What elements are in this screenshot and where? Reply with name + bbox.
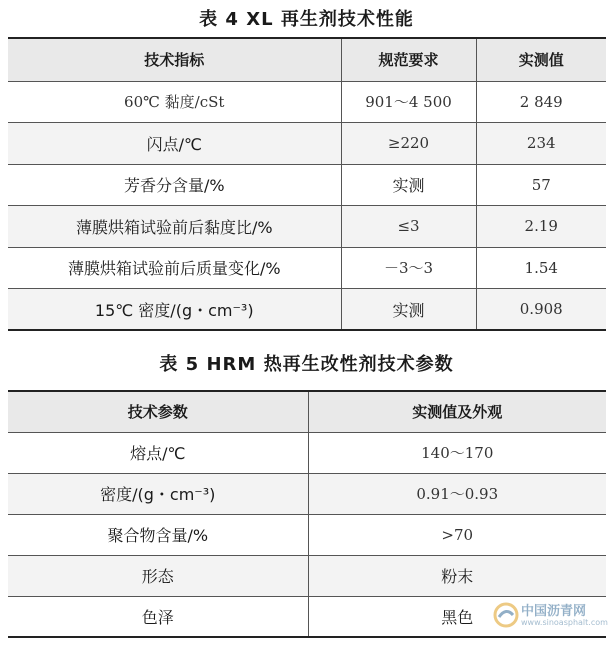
table-row [8,81,606,123]
table-row [8,164,606,206]
table-row [8,206,606,248]
table-cell: 1.54 [476,247,606,289]
table-4 [8,37,606,331]
table-row [8,432,606,473]
column-header: 实测值 [476,38,606,81]
table-cell: 57 [476,164,606,206]
table-cell: 熔点/℃ [8,432,308,473]
column-header: 规范要求 [341,38,476,81]
column-header: 技术指标 [8,38,341,81]
table-row [8,555,606,596]
table-cell: ≤3 [341,206,476,248]
table-cell: 色泽 [8,596,308,637]
table-cell: >70 [308,514,606,555]
table-cell: 芳香分含量/% [8,164,341,206]
table-cell: 实测 [341,289,476,331]
table-cell: 薄膜烘箱试验前后质量变化/% [8,247,341,289]
table-cell: ≥220 [341,123,476,165]
column-header: 技术参数 [8,391,308,432]
table-cell: 60℃ 黏度/cSt [8,81,341,123]
table-cell: 2.19 [476,206,606,248]
table-cell: 0.908 [476,289,606,331]
table-cell: 234 [476,123,606,165]
table-cell: 901～4 500 [341,81,476,123]
table-4-caption: 表 4 XL 再生剂技术性能 [199,9,414,30]
column-header: 实测值及外观 [308,391,606,432]
table-cell: 0.91～0.93 [308,473,606,514]
table-header-row [8,391,606,432]
table-cell: 形态 [8,555,308,596]
table-cell: 粉末 [308,555,606,596]
table-cell: 薄膜烘箱试验前后黏度比/% [8,206,341,248]
watermark [493,596,608,636]
table-row [8,247,606,289]
table-row [8,289,606,331]
table-cell: 聚合物含量/% [8,514,308,555]
table-cell: －3～3 [341,247,476,289]
table-cell: 实测 [341,164,476,206]
table-cell: 2 849 [476,81,606,123]
table-row [8,123,606,165]
table-row [8,473,606,514]
table-cell: 黑色 [308,596,606,637]
table-cell: 140～170 [308,432,606,473]
table-cell: 15℃ 密度/(g・cm⁻³) [8,289,341,331]
watermark-url: www.sinoasphalt.com [521,618,608,627]
table-row [8,514,606,555]
table-header-row [8,38,606,81]
watermark-name: 中国沥青网 [521,604,587,619]
sinoasphalt-logo-icon [493,602,519,628]
table-5-caption: 表 5 HRM 热再生改性剂技术参数 [159,354,454,375]
table-cell: 密度/(g・cm⁻³) [8,473,308,514]
table-cell: 闪点/℃ [8,123,341,165]
